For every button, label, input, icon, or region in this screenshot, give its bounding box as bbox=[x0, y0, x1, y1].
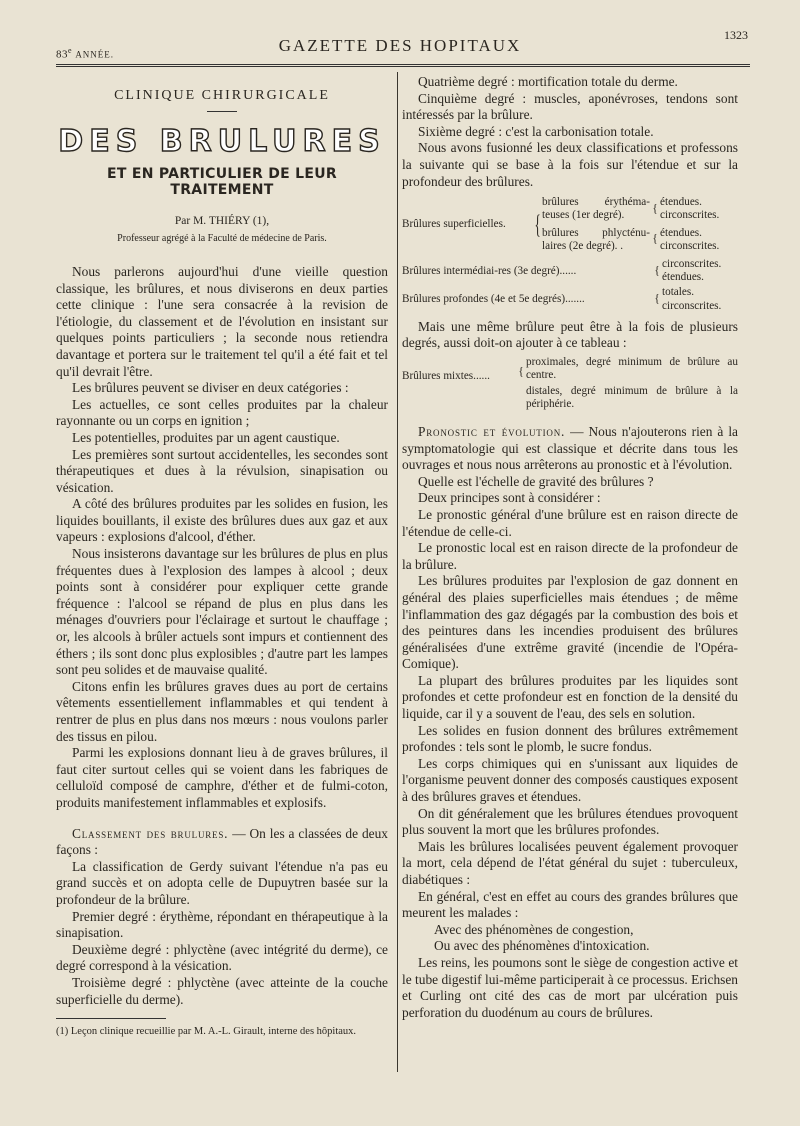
right-column bbox=[402, 74, 738, 1021]
pronostic-paragraph bbox=[402, 424, 738, 474]
paragraph: Cinquième degré : muscles, aponévroses, tendons sont intéressés par la brûlure. bbox=[402, 90, 738, 123]
section-rule bbox=[207, 111, 237, 112]
article-title: DES BRULURES bbox=[58, 123, 386, 159]
brace-icon: { bbox=[518, 365, 524, 378]
brace-icon: { bbox=[654, 264, 660, 277]
paragraph: A côté des brûlures produites par les solides en fusion, les liquides bouillants, il existe des brûlures dues aux gaz et aux vapeurs : explosions d'alcool, d'éther. bbox=[56, 496, 388, 545]
paragraph: Ou avec des phénomènes d'intoxication. bbox=[434, 938, 650, 954]
paragraph: Quatrième degré : mortification totale du derme. bbox=[418, 74, 678, 89]
brace-icon: { bbox=[652, 202, 658, 215]
header-rule bbox=[56, 64, 750, 67]
mixed-option-proximales: proximales, degré minimum de brûlure au centre. bbox=[526, 355, 738, 381]
table-row-superficial bbox=[402, 194, 738, 255]
phlyct-options bbox=[660, 227, 738, 253]
article-subtitle: ET EN PARTICULIER DE LEUR TRAITEMENT bbox=[106, 165, 338, 199]
issue-number: 83 bbox=[56, 48, 68, 61]
footnote-rule bbox=[56, 1018, 166, 1019]
intermediate-label: Brûlures intermédiai-res (3e degré)...... bbox=[402, 264, 577, 277]
paragraph: Le pronostic général d'une brûlure est en raison directe de l'étendue de celle-ci. bbox=[402, 506, 738, 539]
phlyct-label: brûlures phlycténu-laires (2e degré). . bbox=[542, 226, 650, 252]
author-affiliation: Professeur agrégé à la Faculté de médecine de Paris. bbox=[117, 233, 327, 245]
classement-heading: Classement des brulures. bbox=[72, 825, 229, 841]
erythem-row bbox=[542, 196, 738, 222]
mixed-option-distales: distales, degré minimum de brûlure à la périphérie. bbox=[526, 384, 738, 410]
option-circonscrites: circonscrites. bbox=[662, 299, 722, 312]
paragraph: Les brûlures produites par l'explosion de gaz donnent en général des plaies superficielles mais étendues ; de même l'inflammation des gaz dégagés par la combustion des bois et des peintures dans les incendies produisent des brûlures généralisées d'une extrême gravité (incendie de l'Opéra-Comique). bbox=[402, 573, 738, 672]
erythem-label: brûlures érythéma-teuses (1er degré). bbox=[542, 196, 650, 222]
paragraph: En général, c'est en effet au cours des grandes brûlures que meurent les malades : bbox=[402, 888, 738, 921]
option-circonscrites: circonscrites. bbox=[660, 239, 720, 252]
paragraph: Nous insisterons davantage sur les brûlures de plus en plus fréquentes dues à l'explosion des lampes à alcool ; deux points sont à considérer pour expliquer cette grande fréquence : l'alcool se répand de plus en plus dans les ménages d'ouvriers pour l'éclairage et surtout le chauffage ; or, les alcools à brûler actuels sont impurs et contiennent des éthers ; ils sont donc plus explosibles ; d'autre part les lampes sont peu solides et de mauvaise qualité. bbox=[56, 546, 388, 678]
paragraph: Quelle est l'échelle de gravité des brûlures ? bbox=[418, 473, 654, 489]
paragraph: Mais les brûlures localisées peuvent également provoquer la mort, cela dépend de l'état général du sujet : tuberculeux, diabétiques : bbox=[402, 838, 738, 887]
section-title: CLINIQUE CHIRURGICALE bbox=[114, 88, 330, 103]
mixed-options bbox=[526, 356, 738, 414]
page-number: 1323 bbox=[724, 28, 748, 42]
classement-paragraph bbox=[56, 826, 388, 859]
paragraph: Nous avons fusionné les deux classifications et professons la suivante qui se base à la fois sur l'étendue et sur la profondeur des brûlures. bbox=[402, 140, 738, 189]
deep-label: Brûlures profondes (4e et 5e degrés)....... bbox=[402, 292, 585, 305]
deep-options bbox=[662, 286, 738, 312]
author-line: Par M. THIÉRY (1), bbox=[174, 214, 270, 227]
paragraph: Les actuelles, ce sont celles produites par la chaleur rayonnante ou un corps en ignition ; bbox=[56, 396, 388, 429]
left-column bbox=[56, 84, 388, 1038]
brace-icon: { bbox=[534, 209, 541, 239]
paragraph: Citons enfin les brûlures graves dues au port de certains vêtements essentiellement inflammables et qui tendent à rentrer de plus en plus dans nos mœurs : nous voulons parler des tissus en pilou. bbox=[56, 678, 388, 744]
column-divider bbox=[397, 72, 398, 1072]
mixed-intro: Mais une même brûlure peut être à la fois de plusieurs degrés, aussi doit-on ajouter à ce tableau : bbox=[402, 318, 738, 351]
paragraph: Sixième degré : c'est la carbonisation totale. bbox=[418, 123, 654, 139]
paragraph: Nous parlerons aujourd'hui d'une vieille question classique, les brûlures, et nous diviserons en deux parties cette clinique : l'une sera consacrée à la revision de l'étiologie, du classement et de l'évolution en insistant sur quelques points particuliers ; la seconde nous retiendra davantage et portera sur le traitement tel qu'il a été fait et tel qu'il devrait l'être. bbox=[56, 263, 388, 379]
paragraph: Les brûlures peuvent se diviser en deux catégories : bbox=[72, 380, 349, 396]
brace-icon: { bbox=[654, 292, 660, 305]
option-circonscrites: circonscrites. bbox=[662, 257, 722, 270]
pronostic-lead: — Nous n'ajouterons rien à la symptomatologie qui est classique et décrite dans tous les ouvrages et nous nous arrêterons au pronostic et à l'évolution. bbox=[402, 423, 738, 473]
pronostic-heading: Pronostic et évolution. bbox=[418, 423, 566, 439]
option-etendues: étendues. bbox=[660, 196, 702, 209]
option-etendues: étendues. bbox=[660, 226, 702, 239]
paragraph: Avec des phénomènes de congestion, bbox=[434, 921, 634, 937]
mixed-label: Brûlures mixtes...... bbox=[402, 369, 490, 382]
option-etendues: étendues. bbox=[662, 271, 704, 284]
footnote: (1) Leçon clinique recueillie par M. A.-L. Girault, interne des hôpitaux. bbox=[56, 1026, 357, 1038]
paragraph: Les potentielles, produites par un agent caustique. bbox=[72, 429, 340, 445]
option-circonscrites: circonscrites. bbox=[660, 209, 720, 222]
phlyct-row bbox=[542, 227, 738, 253]
paragraph: Les corps chimiques qui en s'unissant aux liquides de l'organisme peuvent donner des composés caustiques exposent à des brûlures graves et étendues. bbox=[402, 755, 738, 805]
classement-lead: — On les a classées de deux façons : bbox=[56, 825, 389, 858]
journal-title: GAZETTE DES HOPITAUX bbox=[278, 36, 522, 55]
paragraph: Troisième degré : phlyctène (avec atteinte de la couche superficielle du derme). bbox=[56, 974, 388, 1007]
erythem-options bbox=[660, 196, 738, 222]
paragraph: Premier degré : érythème, répondant en thérapeutique à la sinapisation. bbox=[56, 908, 388, 941]
paragraph: La plupart des brûlures produites par les liquides sont profondes et cette profondeur est en fonction de la densité du liquide, car il y a souvent de l'eau, des sels en solution. bbox=[402, 672, 738, 722]
paragraph: On dit généralement que les brûlures étendues provoquent plus souvent la mort que les brûlures profondes. bbox=[402, 805, 738, 838]
brace-icon: { bbox=[652, 233, 658, 246]
superficial-label: Brûlures superficielles. bbox=[402, 217, 506, 230]
paragraph: Deuxième degré : phlyctène (avec intégrité du derme), ce degré correspond à la vésication. bbox=[56, 941, 388, 974]
table-row-intermediate bbox=[402, 258, 738, 284]
paragraph: Parmi les explosions donnant lieu à de graves brûlures, il faut citer surtout celles qui se voient dans les fabriques de celluloïd composé de camphre, d'éther et de fulmi-coton, produits manifestement inflammables et explosifs. bbox=[56, 745, 388, 810]
intermediate-options bbox=[662, 258, 738, 284]
classification-table bbox=[402, 194, 738, 313]
paragraph: Les solides en fusion donnent des brûlures extrêmement profondes : tels sont le plomb, le sucre fondus. bbox=[402, 722, 738, 755]
issue-ordinal: e bbox=[68, 46, 73, 55]
option-totales: totales. bbox=[662, 286, 695, 299]
mixed-table bbox=[402, 356, 738, 414]
paragraph: Les premières sont surtout accidentelles, les secondes sont thérapeutiques et dues à la révulsion, sinapisation ou vésication. bbox=[56, 446, 388, 495]
paragraph: Deux principes sont à considérer : bbox=[418, 490, 601, 506]
superficial-sublist bbox=[542, 194, 738, 255]
paragraph: Les reins, les poumons sont le siège de congestion active et le tube digestif lui-même participerait à ce processus. Erichsen et Curling ont cité des cas de mort par ulcération puis perforation du duodénum au cours de brûlures. bbox=[402, 954, 738, 1020]
table-row-deep bbox=[402, 286, 738, 312]
paragraph: Le pronostic local est en raison directe de la profondeur de la brûlure. bbox=[402, 540, 738, 572]
paragraph: La classification de Gerdy suivant l'étendue n'a pas eu grand succès et on adopta celle de Dupuytren basée sur la profondeur de la brûlure. bbox=[56, 858, 388, 907]
issue-word: ANNÉE. bbox=[75, 49, 115, 60]
